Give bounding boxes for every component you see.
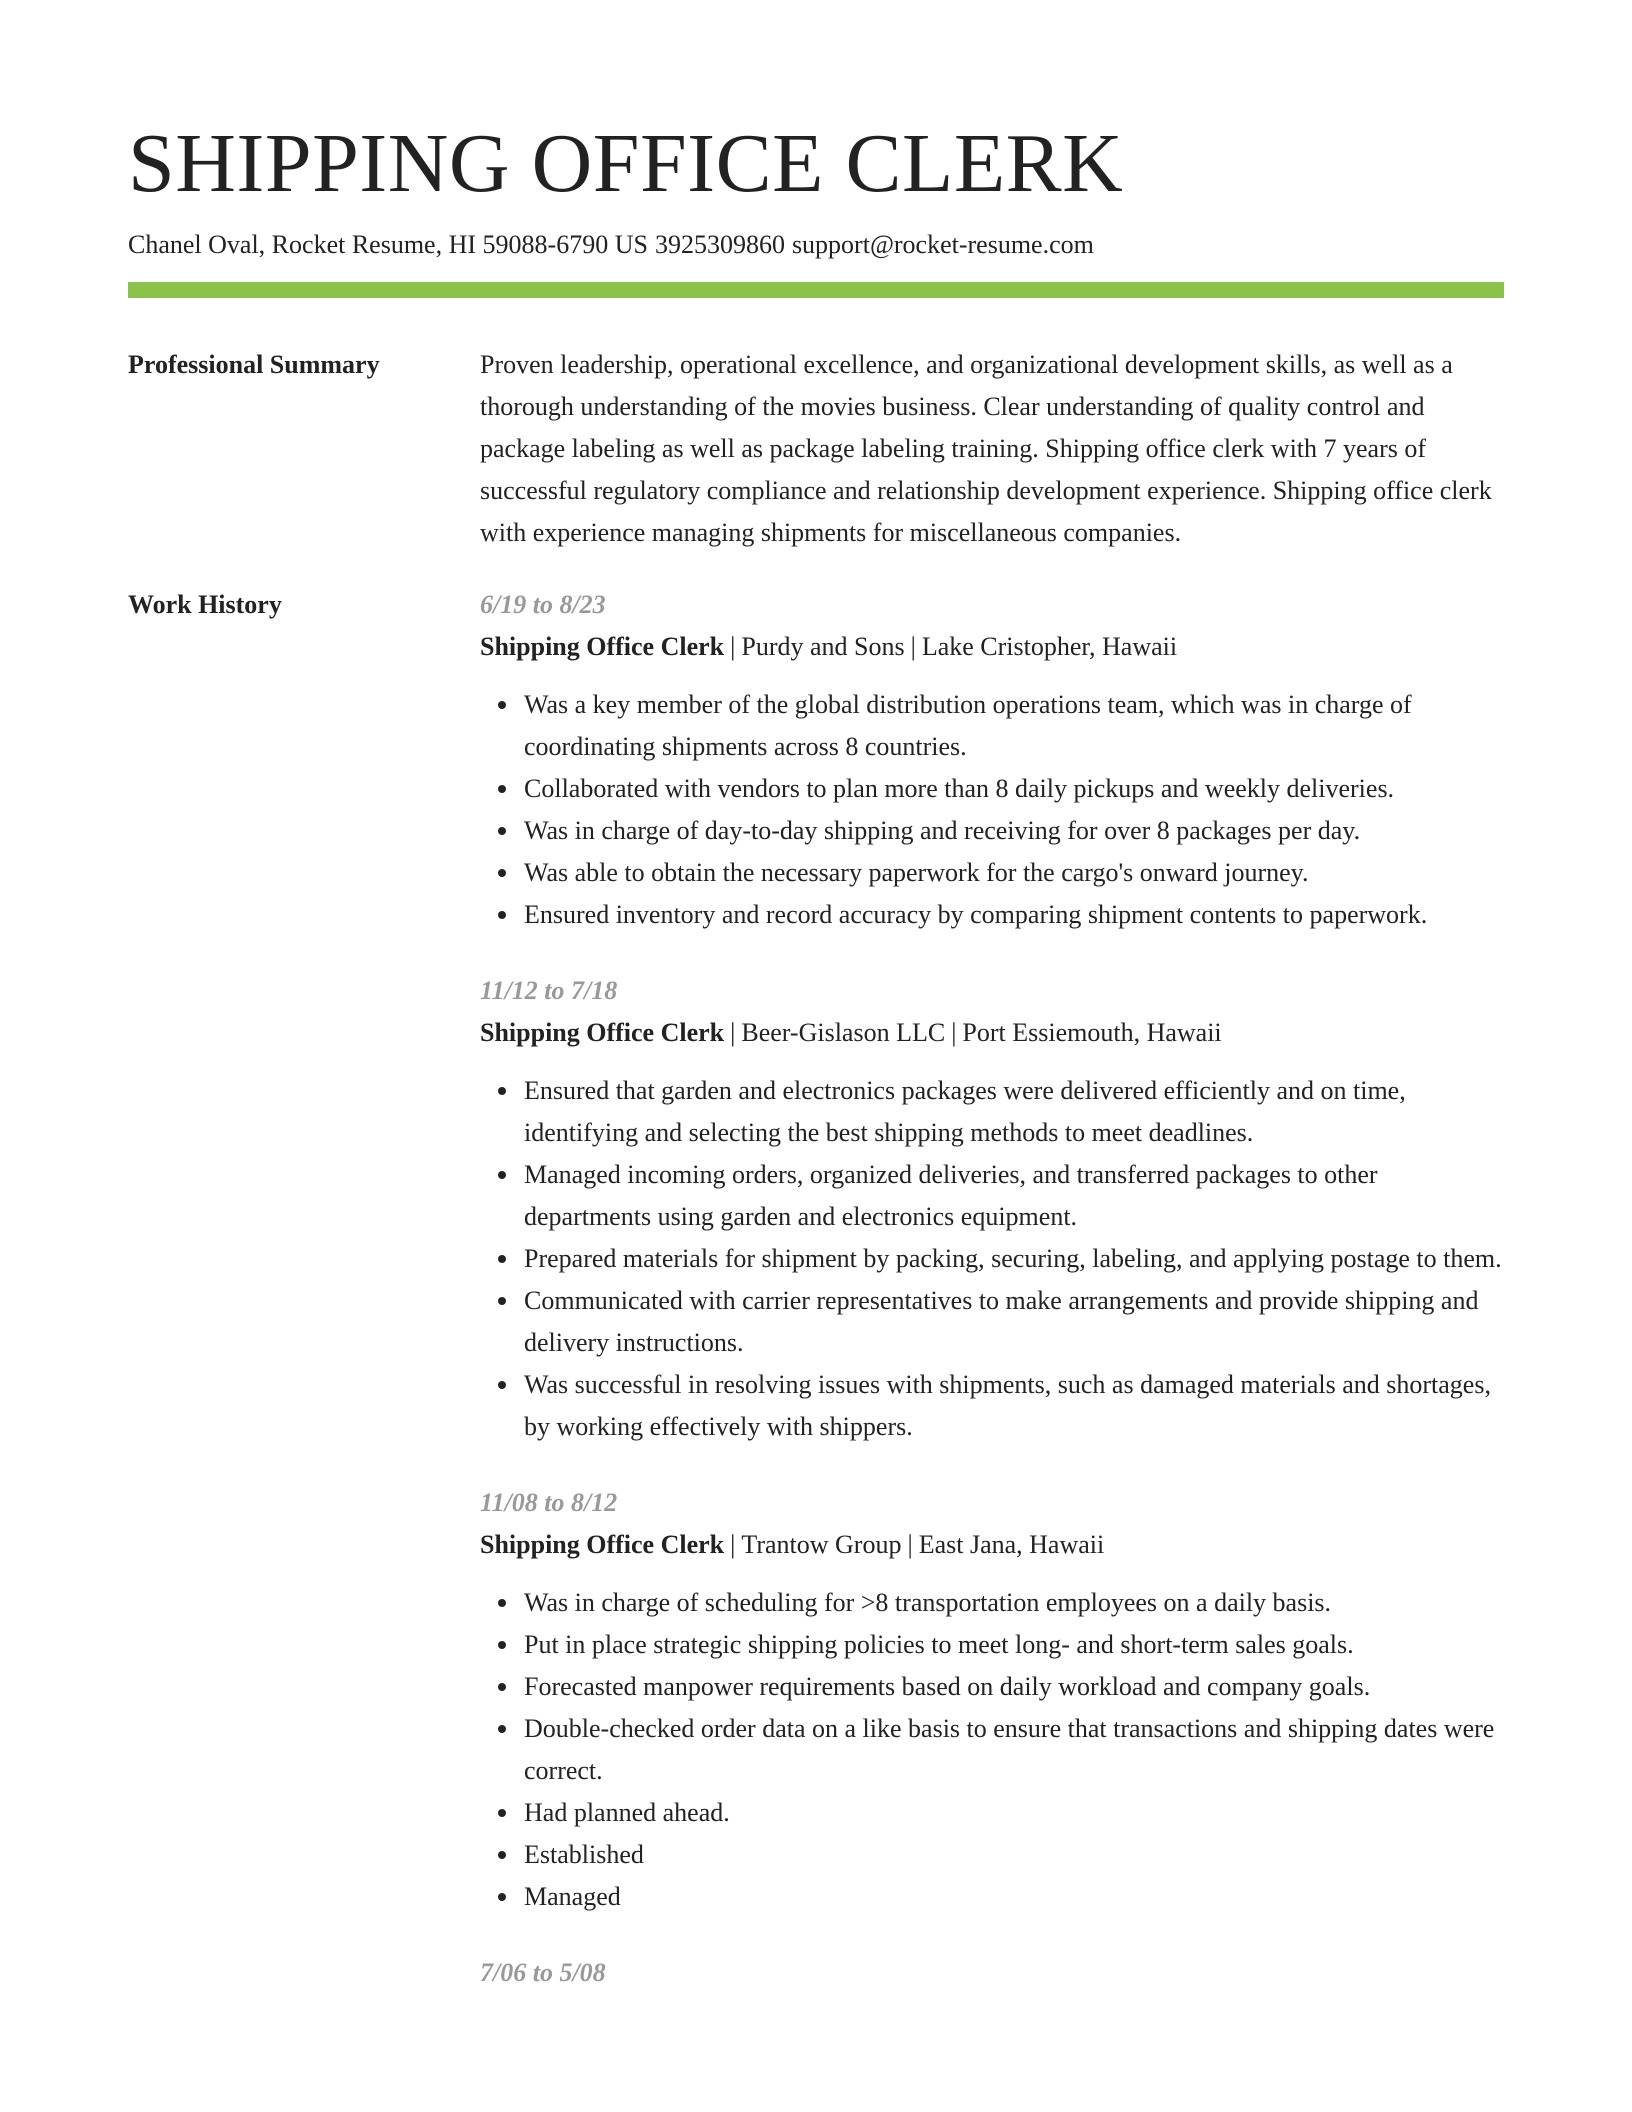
separator: | xyxy=(907,1530,913,1560)
job-entry xyxy=(480,970,1504,1448)
job-bullet: Managed incoming orders, organized deliveries, and transferred packages to other departments using garden and electronics equipment. xyxy=(524,1154,1504,1238)
job-bullet: Forecasted manpower requirements based on daily workload and company goals. xyxy=(524,1666,1504,1708)
contact-address: Chanel Oval, Rocket Resume, HI 59088-6790 US xyxy=(128,230,648,260)
work-history-list xyxy=(480,584,1504,2028)
job-bullet: Was in charge of day-to-day shipping and receiving for over 8 packages per day. xyxy=(524,810,1504,852)
job-bullet-list xyxy=(480,684,1504,936)
separator: | xyxy=(910,632,916,662)
job-bullet: Managed xyxy=(524,1876,1504,1918)
job-heading xyxy=(480,626,1504,668)
job-dates: 7/06 to 5/08 xyxy=(480,1958,606,1988)
job-bullet-list xyxy=(480,1070,1504,1448)
job-dates: 11/08 to 8/12 xyxy=(480,1488,618,1518)
job-bullet: Collaborated with vendors to plan more than 8 daily pickups and weekly deliveries. xyxy=(524,768,1504,810)
job-entry xyxy=(480,1482,1504,1918)
resume-title: SHIPPING OFFICE CLERK xyxy=(128,117,1124,210)
separator: | xyxy=(730,1018,736,1048)
job-title: Shipping Office Clerk xyxy=(480,1018,725,1048)
separator: | xyxy=(730,1530,736,1560)
job-bullet: Communicated with carrier representatives to make arrangements and provide shipping and delivery instructions. xyxy=(524,1280,1504,1364)
contact-phone: 3925309860 xyxy=(654,230,785,260)
job-location: East Jana, Hawaii xyxy=(918,1530,1105,1560)
work-history-label: Work History xyxy=(128,590,282,620)
summary-section xyxy=(128,344,1504,554)
separator: | xyxy=(951,1018,957,1048)
work-history-section xyxy=(128,584,1504,2028)
job-company: Trantow Group xyxy=(741,1530,902,1560)
job-location: Lake Cristopher, Hawaii xyxy=(921,632,1178,662)
job-bullet: Was able to obtain the necessary paperwork for the cargo's onward journey. xyxy=(524,852,1504,894)
job-bullet-list xyxy=(480,1582,1504,1918)
job-entry xyxy=(480,584,1504,936)
job-bullet: Was in charge of scheduling for >8 transportation employees on a daily basis. xyxy=(524,1582,1504,1624)
job-bullet: Established xyxy=(524,1834,1504,1876)
job-entry xyxy=(480,1952,1504,1994)
contact-email: support@rocket-resume.com xyxy=(791,230,1094,260)
summary-label: Professional Summary xyxy=(128,350,380,380)
job-bullet: Ensured that garden and electronics packages were delivered efficiently and on time, identifying and selecting the best shipping methods to meet deadlines. xyxy=(524,1070,1504,1154)
job-company: Beer-Gislason LLC xyxy=(741,1018,946,1048)
job-bullet: Was successful in resolving issues with shipments, such as damaged materials and shortages, by working effectively with shippers. xyxy=(524,1364,1504,1448)
job-dates: 11/12 to 7/18 xyxy=(480,976,618,1006)
contact-line xyxy=(128,228,1504,262)
separator: | xyxy=(730,632,736,662)
job-title: Shipping Office Clerk xyxy=(480,632,725,662)
job-title: Shipping Office Clerk xyxy=(480,1530,725,1560)
job-bullet: Prepared materials for shipment by packing, securing, labeling, and applying postage to them. xyxy=(524,1238,1504,1280)
job-bullet: Put in place strategic shipping policies to meet long- and short-term sales goals. xyxy=(524,1624,1504,1666)
job-location: Port Essiemouth, Hawaii xyxy=(962,1018,1222,1048)
job-heading xyxy=(480,1524,1504,1566)
job-bullet: Had planned ahead. xyxy=(524,1792,1504,1834)
job-company: Purdy and Sons xyxy=(741,632,905,662)
summary-text: Proven leadership, operational excellence, and organizational development skills, as well as a thorough understanding of the movies business. Clear understanding of quality control and package labeling as well as package labeling training. Shipping office clerk with 7 years of successful regulatory compliance and relationship development experience. Shipping office clerk with experience managing shipments for miscellaneous companies. xyxy=(480,350,1492,548)
job-bullet: Ensured inventory and record accuracy by comparing shipment contents to paperwork. xyxy=(524,894,1504,936)
header-divider xyxy=(128,282,1504,298)
job-heading xyxy=(480,1012,1504,1054)
job-bullet: Double-checked order data on a like basis to ensure that transactions and shipping dates were correct. xyxy=(524,1708,1504,1792)
resume-page xyxy=(128,118,1504,2028)
job-dates: 6/19 to 8/23 xyxy=(480,590,606,620)
job-bullet: Was a key member of the global distribution operations team, which was in charge of coordinating shipments across 8 countries. xyxy=(524,684,1504,768)
